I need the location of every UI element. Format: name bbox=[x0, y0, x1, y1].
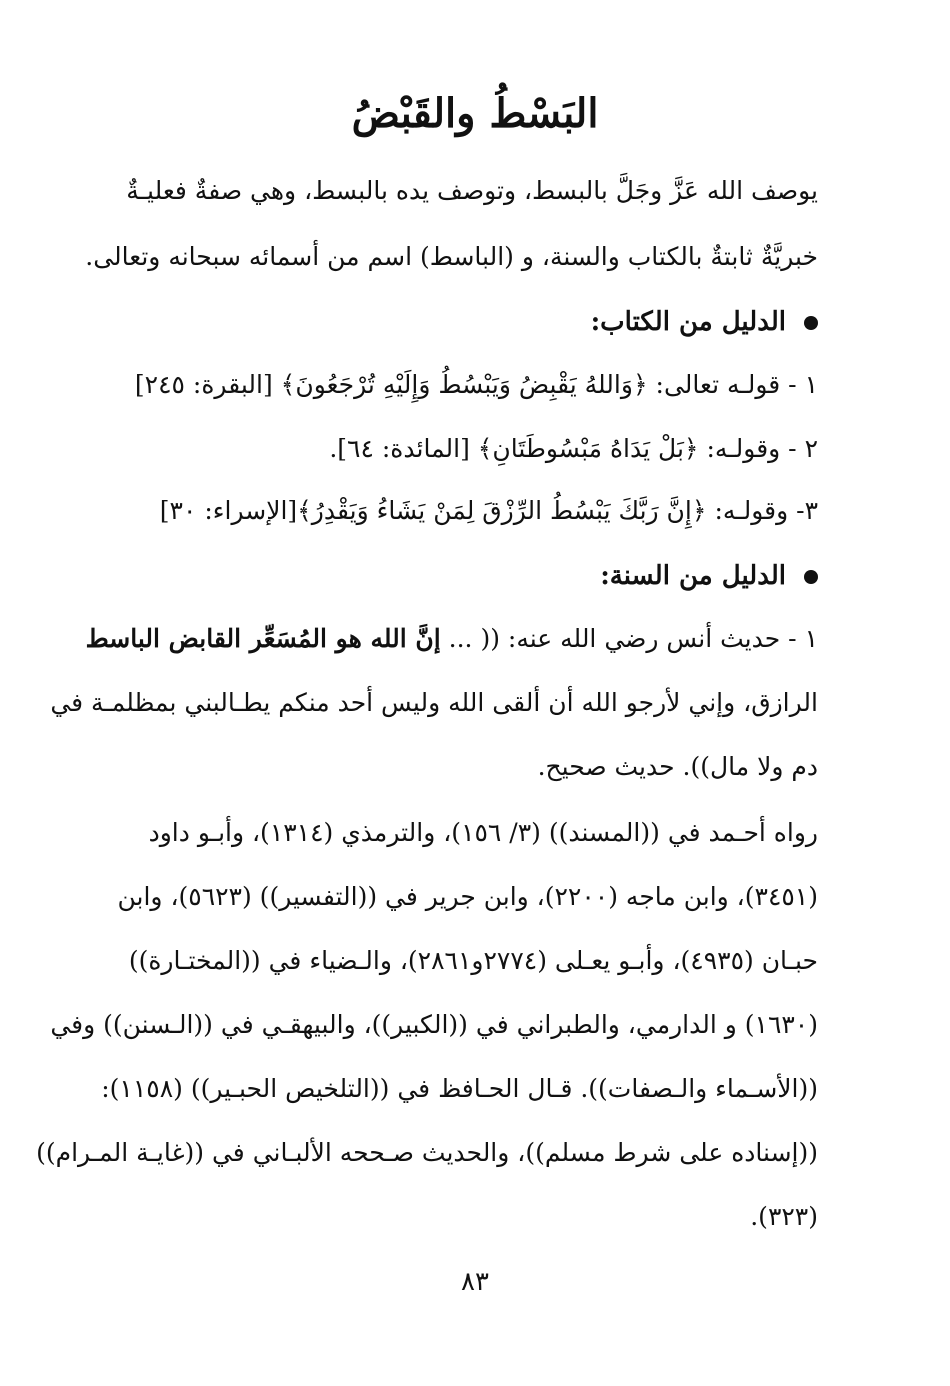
hadith-line-1 bbox=[85, 620, 818, 658]
takhrij-line-3: حبـان (٤٩٣٥)، وأبـو يعـلى (٢٧٧٤و٢٨٦١)، والـضياء في ((المختـارة)) bbox=[128, 946, 818, 975]
quran-item-1: ١ - قولـه تعالى: ﴿وَاللهُ يَقْبِضُ وَيَبْسُطُ وَإِلَيْهِ تُرْجَعُونَ﴾ [البقرة: ٢٤٥] bbox=[134, 370, 818, 399]
hadith-bold-text: إنَّ الله هو المُسَعِّر القابض الباسط bbox=[85, 624, 441, 653]
takhrij-line-5: ((الأسـماء والـصفات)). قـال الحـافظ في ((التلخيص الحبـير)) (١١٥٨): bbox=[101, 1074, 818, 1103]
sunnah-evidence-heading bbox=[600, 556, 818, 596]
quran-item-2: ٢ - وقولـه: ﴿بَلْ يَدَاهُ مَبْسُوطَتَانِ﴾ [المائدة: ٦٤]. bbox=[329, 434, 818, 463]
bullet-icon bbox=[804, 316, 818, 330]
intro-line-1: يوصف الله عَزَّ وجَلَّ بالبسط، وتوصف يده بالبسط، وهي صفةٌ فعليـةٌ bbox=[126, 176, 818, 205]
takhrij-line-6: ((إسناده على شرط مسلم))، والحديث صـححه الألبـاني في ((غايـة المـرام)) bbox=[36, 1138, 818, 1167]
bullet-icon bbox=[804, 570, 818, 584]
takhrij-line-2: (٣٤٥١)، وابن ماجه (٢٢٠٠)، وابن جرير في ((التفسير)) (٥٦٢٣)، وابن bbox=[117, 882, 818, 911]
page-number: ٨٣ bbox=[461, 1267, 489, 1297]
page-title: البَسْطُ والقَبْضُ bbox=[351, 90, 599, 137]
takhrij-line-4: (١٦٣٠) و الدارمي، والطبراني في ((الكبير))، والبيهقـي في ((الـسنن)) وفي bbox=[50, 1010, 818, 1039]
quran-evidence-heading bbox=[591, 302, 818, 342]
quran-item-3: ٣- وقولـه: ﴿إِنَّ رَبَّكَ يَبْسُطُ الرِّزْقَ لِمَنْ يَشَاءُ وَيَقْدِرُ﴾[الإسراء: ٣٠] bbox=[159, 496, 818, 525]
hadith-line-3: دم ولا مال)). حديث صحيح. bbox=[537, 752, 818, 781]
sunnah-heading-text: الدليل من السنة: bbox=[600, 561, 786, 591]
takhrij-line-7: (٣٢٣). bbox=[750, 1202, 818, 1231]
hadith-intro: ١ - حديث أنس رضي الله عنه: (( ... bbox=[440, 624, 818, 653]
takhrij-line-1: رواه أحـمد في ((المسند)) (٣/ ١٥٦)، والترمذي (١٣١٤)، وأبـو داود bbox=[148, 818, 818, 847]
intro-line-2: خبريَّةٌ ثابتةٌ بالكتاب والسنة، و (الباسط) اسم من أسمائه سبحانه وتعالى. bbox=[85, 242, 818, 271]
hadith-line-2: الرازق، وإني لأرجو الله أن ألقى الله وليس أحد منكم يطـالبني بمظلمـة في bbox=[50, 688, 818, 717]
quran-heading-text: الدليل من الكتاب: bbox=[590, 307, 786, 337]
